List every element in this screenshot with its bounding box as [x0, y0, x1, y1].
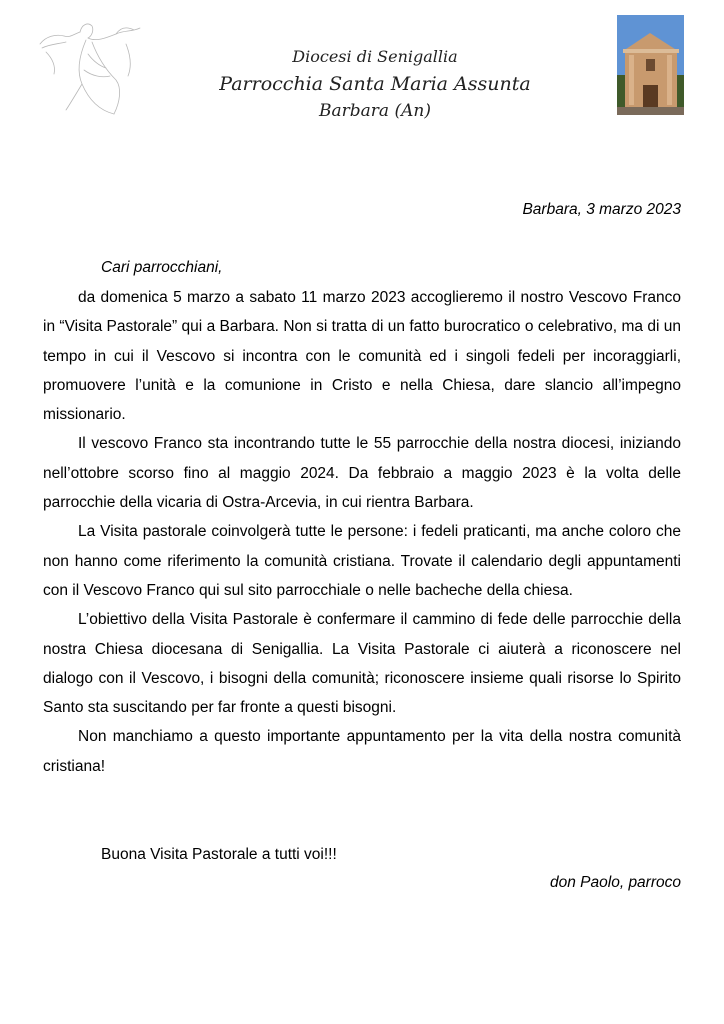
church-photo-icon — [617, 15, 684, 115]
salutation: Cari parrocchiani, — [101, 259, 223, 276]
parish-name: Parrocchia Santa Maria Assunta — [219, 73, 531, 95]
paragraph-1: da domenica 5 marzo a sabato 11 marzo 2023 accoglieremo il nostro Vescovo Franco in “Visita Pastorale” qui a Barbara. Non si tratta di un fatto burocratico o celebrativo, ma di un tempo in cui il Vescovo si incontra con le comunità ed i singoli fedeli per incoraggiarli, promuovere l’unità e la comunione in Cristo e nella Chiesa, dare slancio all’impegno missionario. — [43, 289, 681, 424]
letter-body — [43, 283, 681, 781]
closing-line: Buona Visita Pastorale a tutti voi!!! — [101, 846, 337, 863]
paragraph-2: Il vescovo Franco sta incontrando tutte le 55 parrocchie della nostra diocesi, iniziando nell’ottobre scorso fino al maggio 2024. Da febbraio a maggio 2023 è la volta delle parrocchie della vicaria di Ostra-Arcevia, in cui rientra Barbara. — [43, 435, 681, 512]
madonna-sketch-icon — [36, 14, 146, 120]
paragraph-4: L’obiettivo della Visita Pastorale è confermare il cammino di fede delle parrocchie della nostra Chiesa diocesana di Senigallia. La Visita Pastorale ci aiuterà a riconoscere nel dialogo con il Vescovo, i bisogni della comunità; riconoscere insieme quali risorse lo Spirito Santo sta suscitando per far fronte a questi bisogni. — [43, 611, 681, 717]
letter-date: Barbara, 3 marzo 2023 — [522, 201, 681, 218]
paragraph-5: Non manchiamo a questo importante appuntamento per la vita della nostra comunità cristiana! — [43, 728, 681, 775]
paragraph-3: La Visita pastorale coinvolgerà tutte le persone: i fedeli praticanti, ma anche coloro che non hanno come riferimento la comunità cristiana. Trovate il calendario degli appuntamenti con il Vescovo Franco qui sul sito parrocchiale o nelle bacheche della chiesa. — [43, 523, 681, 599]
letterhead — [210, 44, 540, 124]
signature: don Paolo, parroco — [550, 874, 681, 891]
diocese-name: Diocesi di Senigallia — [292, 47, 458, 66]
parish-location: Barbara (An) — [319, 101, 431, 121]
